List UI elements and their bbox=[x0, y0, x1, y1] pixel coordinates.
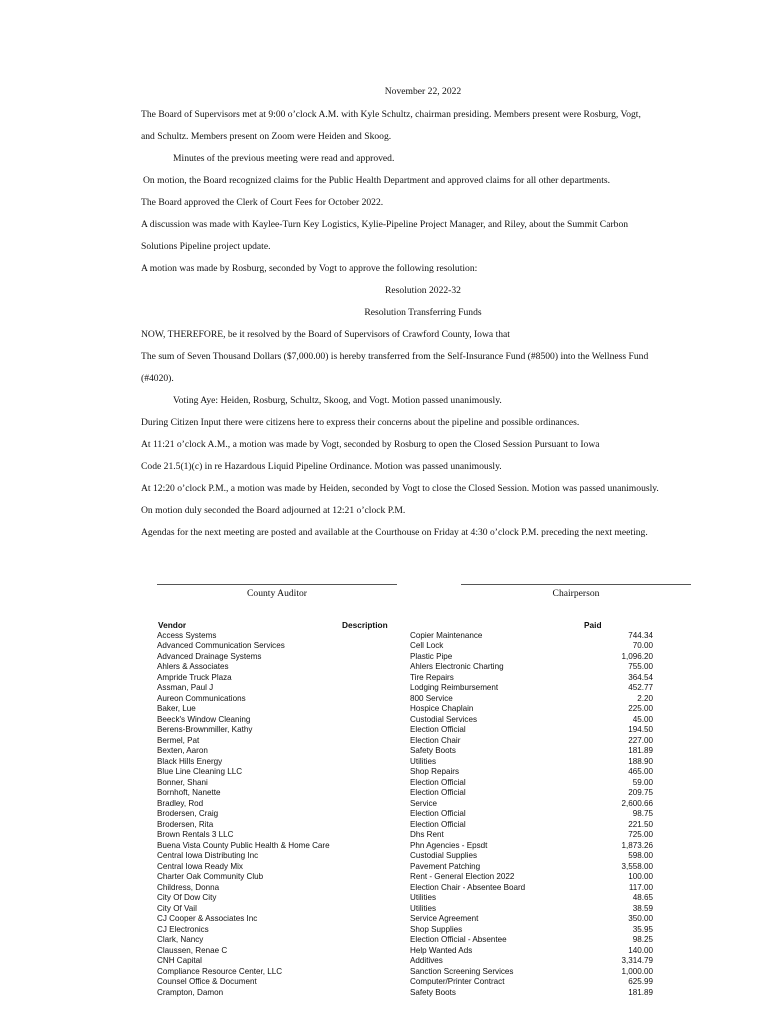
vendor-cell: Beeck's Window Cleaning bbox=[157, 714, 251, 724]
vendor-cell: Ahlers & Associates bbox=[157, 662, 229, 671]
table-row bbox=[0, 778, 770, 789]
minutes-paragraph: Minutes of the previous meeting were read and approved. bbox=[173, 153, 395, 164]
table-row bbox=[0, 820, 770, 831]
table-row bbox=[0, 925, 770, 936]
vendor-cell: Brown Rentals 3 LLC bbox=[157, 830, 234, 839]
table-row bbox=[0, 977, 770, 988]
auditor-label: County Auditor bbox=[247, 588, 307, 599]
minutes-paragraph: On motion, the Board recognized claims for the Public Health Department and approved claims for all other departments. bbox=[143, 175, 611, 186]
vendor-cell: Claussen, Renae C bbox=[157, 945, 228, 955]
table-row bbox=[0, 830, 770, 841]
description-cell: Safety Boots bbox=[410, 746, 456, 755]
description-cell: Computer/Printer Contract bbox=[410, 977, 505, 986]
description-cell: Hospice Chaplain bbox=[410, 704, 474, 713]
table-row bbox=[0, 683, 770, 694]
meeting-date: November 22, 2022 bbox=[384, 86, 462, 97]
table-row bbox=[0, 862, 770, 873]
minutes-paragraph: On motion duly seconded the Board adjourned at 12:21 o’clock P.M. bbox=[141, 505, 406, 516]
description-cell: Custodial Services bbox=[410, 714, 478, 724]
minutes-paragraph: Voting Aye: Heiden, Rosburg, Schultz, Skoog, and Vogt. Motion passed unanimously. bbox=[173, 395, 502, 406]
paid-column-header: Paid bbox=[584, 620, 602, 630]
description-cell: Phn Agencies - Epsdt bbox=[410, 840, 488, 850]
description-cell: Lodging Reimbursement bbox=[410, 683, 499, 692]
resolution-title: Resolution Transferring Funds bbox=[364, 307, 482, 318]
description-cell: 800 Service bbox=[410, 693, 453, 703]
description-column-header: Description bbox=[342, 620, 388, 630]
minutes-paragraph: During Citizen Input there were citizens here to express their concerns about the pipeline and possible ordinances. bbox=[141, 417, 580, 428]
description-cell: Sanction Screening Services bbox=[410, 966, 514, 976]
paid-cell: 98.75 bbox=[632, 809, 653, 818]
description-cell: Copier Maintenance bbox=[410, 630, 483, 640]
vendor-cell: Buena Vista County Public Health & Home Care bbox=[157, 840, 330, 850]
paid-cell: 98.25 bbox=[632, 935, 653, 944]
table-row bbox=[0, 893, 770, 904]
vendor-cell: Black Hills Energy bbox=[157, 756, 223, 766]
paid-cell: 364.54 bbox=[628, 672, 653, 682]
vendor-cell: Bornhoft, Nanette bbox=[157, 788, 221, 797]
table-row bbox=[0, 694, 770, 705]
table-row bbox=[0, 652, 770, 663]
minutes-paragraph: and Schultz. Members present on Zoom were Heiden and Skoog. bbox=[141, 131, 392, 142]
vendor-cell: City Of Vail bbox=[157, 903, 197, 913]
vendor-cell: Central Iowa Ready Mix bbox=[157, 861, 243, 871]
table-row bbox=[0, 662, 770, 673]
description-cell: Election Official bbox=[410, 788, 466, 797]
paid-cell: 350.00 bbox=[628, 914, 653, 923]
paid-cell: 209.75 bbox=[628, 788, 653, 797]
description-cell: Dhs Rent bbox=[410, 830, 444, 839]
vendor-cell: Crampton, Damon bbox=[157, 987, 224, 997]
minutes-paragraph: The Board approved the Clerk of Court Fees for October 2022. bbox=[141, 197, 384, 208]
description-cell: Custodial Supplies bbox=[410, 851, 478, 860]
vendor-cell: Brodersen, Craig bbox=[157, 809, 219, 818]
paid-cell: 221.50 bbox=[628, 819, 653, 829]
description-cell: Election Official bbox=[410, 725, 466, 734]
vendor-cell: Ampride Truck Plaza bbox=[157, 672, 232, 682]
table-row bbox=[0, 757, 770, 768]
description-cell: Help Wanted Ads bbox=[410, 945, 473, 955]
vendor-cell: Advanced Communication Services bbox=[157, 641, 285, 650]
paid-cell: 35.95 bbox=[632, 924, 653, 934]
table-row bbox=[0, 641, 770, 652]
minutes-paragraph: At 12:20 o’clock P.M., a motion was made by Heiden, seconded by Vogt to close the Closed Session. Motion was passed unanimously. bbox=[141, 483, 659, 494]
table-row bbox=[0, 851, 770, 862]
chairperson-label: Chairperson bbox=[552, 588, 600, 599]
paid-cell: 2.20 bbox=[637, 693, 653, 703]
vendor-cell: Access Systems bbox=[157, 630, 217, 640]
paid-cell: 225.00 bbox=[628, 704, 653, 713]
paid-cell: 194.50 bbox=[628, 725, 653, 734]
minutes-paragraph: The Board of Supervisors met at 9:00 o’clock A.M. with Kyle Schultz, chairman presiding. Members present were Rosburg, Vogt, bbox=[141, 109, 641, 120]
paid-cell: 465.00 bbox=[628, 767, 653, 776]
paid-cell: 1,096.20 bbox=[621, 651, 653, 661]
table-row bbox=[0, 872, 770, 883]
minutes-paragraph: A motion was made by Rosburg, seconded by Vogt to approve the following resolution: bbox=[141, 263, 478, 274]
vendor-cell: Brodersen, Rita bbox=[157, 819, 214, 829]
description-cell: Shop Repairs bbox=[410, 767, 460, 776]
description-cell: Utilities bbox=[410, 893, 437, 902]
resolution-number: Resolution 2022-32 bbox=[385, 285, 461, 296]
table-row bbox=[0, 967, 770, 978]
paid-cell: 2,600.66 bbox=[621, 798, 653, 808]
description-cell: Utilities bbox=[410, 756, 437, 766]
table-row bbox=[0, 809, 770, 820]
paid-cell: 140.00 bbox=[628, 945, 653, 955]
table-row bbox=[0, 904, 770, 915]
claims-rows bbox=[0, 631, 770, 999]
vendor-cell: Clark, Nancy bbox=[157, 935, 204, 944]
table-row bbox=[0, 799, 770, 810]
paid-cell: 227.00 bbox=[628, 735, 653, 745]
paid-cell: 625.99 bbox=[628, 977, 653, 986]
signature-line bbox=[157, 584, 397, 585]
description-cell: Election Official - Absentee bbox=[410, 935, 507, 944]
minutes-paragraph: Solutions Pipeline project update. bbox=[141, 241, 271, 252]
description-cell: Election Chair - Absentee Board bbox=[410, 882, 526, 892]
vendor-column-header: Vendor bbox=[158, 620, 187, 630]
minutes-paragraph: (#4020). bbox=[141, 373, 174, 384]
minutes-paragraph: At 11:21 o’clock A.M., a motion was made by Vogt, seconded by Rosburg to open the Closed Session Pursuant to Iowa bbox=[141, 439, 600, 450]
description-cell: Election Official bbox=[410, 809, 466, 818]
vendor-cell: CJ Cooper & Associates Inc bbox=[157, 914, 258, 923]
paid-cell: 755.00 bbox=[628, 662, 653, 671]
paid-cell: 100.00 bbox=[628, 872, 653, 881]
description-cell: Service Agreement bbox=[410, 914, 479, 923]
table-row bbox=[0, 725, 770, 736]
auditor-signature-block bbox=[157, 584, 397, 604]
table-row bbox=[0, 841, 770, 852]
paid-cell: 45.00 bbox=[632, 714, 653, 724]
description-cell: Utilities bbox=[410, 903, 437, 913]
table-row bbox=[0, 673, 770, 684]
table-row bbox=[0, 935, 770, 946]
vendor-cell: Childress, Donna bbox=[157, 882, 220, 892]
description-cell: Tire Repairs bbox=[410, 672, 454, 682]
table-row bbox=[0, 988, 770, 999]
vendor-cell: CNH Capital bbox=[157, 956, 202, 965]
paid-cell: 744.34 bbox=[628, 630, 653, 640]
vendor-cell: Bexten, Aaron bbox=[157, 746, 208, 755]
vendor-cell: Counsel Office & Document bbox=[157, 977, 257, 986]
vendor-cell: Compliance Resource Center, LLC bbox=[157, 966, 283, 976]
vendor-cell: Charter Oak Community Club bbox=[157, 872, 264, 881]
description-cell: Plastic Pipe bbox=[410, 651, 453, 661]
table-row bbox=[0, 736, 770, 747]
table-row bbox=[0, 956, 770, 967]
vendor-cell: Bermel, Pat bbox=[157, 735, 200, 745]
description-cell: Shop Supplies bbox=[410, 924, 463, 934]
table-row bbox=[0, 631, 770, 642]
description-cell: Cell Lock bbox=[410, 641, 444, 650]
description-cell: Service bbox=[410, 798, 437, 808]
table-row bbox=[0, 715, 770, 726]
vendor-cell: Central Iowa Distributing Inc bbox=[157, 851, 259, 860]
vendor-cell: Advanced Drainage Systems bbox=[157, 651, 262, 661]
description-cell: Election Official bbox=[410, 777, 466, 787]
minutes-paragraph: NOW, THEREFORE, be it resolved by the Board of Supervisors of Crawford County, Iowa that bbox=[141, 329, 510, 340]
description-cell: Election Chair bbox=[410, 735, 461, 745]
paid-cell: 1,000.00 bbox=[621, 966, 653, 976]
paid-cell: 725.00 bbox=[628, 830, 653, 839]
chairperson-signature-block bbox=[461, 584, 691, 604]
table-row bbox=[0, 788, 770, 799]
table-row bbox=[0, 746, 770, 757]
vendor-cell: City Of Dow City bbox=[157, 893, 217, 902]
table-row bbox=[0, 883, 770, 894]
description-cell: Safety Boots bbox=[410, 987, 456, 997]
vendor-cell: Aureon Communications bbox=[157, 693, 246, 703]
paid-cell: 452.77 bbox=[628, 683, 653, 692]
description-cell: Pavement Patching bbox=[410, 861, 481, 871]
paid-cell: 38.59 bbox=[632, 903, 653, 913]
description-cell: Ahlers Electronic Charting bbox=[410, 662, 504, 671]
table-row bbox=[0, 767, 770, 778]
paid-cell: 48.65 bbox=[632, 893, 653, 902]
minutes-paragraph: A discussion was made with Kaylee-Turn Key Logistics, Kylie-Pipeline Project Manager, and Riley, about the Summit Carbon bbox=[141, 219, 629, 230]
vendor-cell: Blue Line Cleaning LLC bbox=[157, 767, 243, 776]
vendor-cell: Bradley, Rod bbox=[157, 798, 204, 808]
vendor-cell: Bonner, Shani bbox=[157, 777, 208, 787]
paid-cell: 181.89 bbox=[628, 987, 653, 997]
paid-cell: 59.00 bbox=[632, 777, 653, 787]
paid-cell: 181.89 bbox=[628, 746, 653, 755]
paid-cell: 598.00 bbox=[628, 851, 653, 860]
description-cell: Additives bbox=[410, 956, 443, 965]
table-row bbox=[0, 914, 770, 925]
vendor-cell: CJ Electronics bbox=[157, 924, 209, 934]
paid-cell: 188.90 bbox=[628, 756, 653, 766]
signature-line bbox=[461, 584, 691, 585]
vendor-cell: Assman, Paul J bbox=[157, 683, 214, 692]
table-row bbox=[0, 704, 770, 715]
minutes-paragraph: Code 21.5(1)(c) in re Hazardous Liquid Pipeline Ordinance. Motion was passed unanimously. bbox=[141, 461, 502, 472]
description-cell: Rent - General Election 2022 bbox=[410, 872, 515, 881]
minutes-paragraph: The sum of Seven Thousand Dollars ($7,000.00) is hereby transferred from the Self-Insurance Fund (#8500) into the Wellness Fund bbox=[141, 351, 649, 362]
vendor-cell: Berens-Brownmiller, Kathy bbox=[157, 725, 253, 734]
paid-cell: 117.00 bbox=[628, 882, 653, 892]
vendor-cell: Baker, Lue bbox=[157, 704, 196, 713]
table-row bbox=[0, 946, 770, 957]
paid-cell: 1,873.26 bbox=[621, 840, 653, 850]
minutes-paragraph: Agendas for the next meeting are posted and available at the Courthouse on Friday at 4:30 o’clock P.M. preceding the next meeting. bbox=[141, 527, 648, 538]
description-cell: Election Official bbox=[410, 819, 466, 829]
paid-cell: 3,558.00 bbox=[621, 861, 653, 871]
paid-cell: 3,314.79 bbox=[621, 956, 653, 965]
paid-cell: 70.00 bbox=[632, 641, 653, 650]
